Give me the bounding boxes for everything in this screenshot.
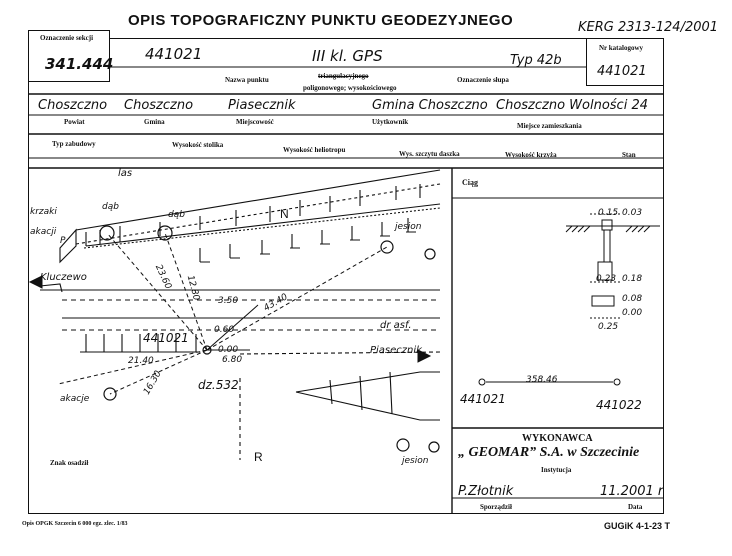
- sporzadzil-label: Sporządził: [480, 503, 512, 511]
- traverse-point-1-label: 441021: [460, 392, 506, 406]
- wysokosc-stolika-label: Wysokość stolika: [172, 141, 224, 149]
- print-note: Opis OPGK Szczecin 6 000 egz. zlec. 1/83: [22, 521, 128, 527]
- marker-pillar: [602, 220, 612, 230]
- dist-0-60: 0.60: [214, 325, 235, 335]
- type-value: Typ 42b: [510, 53, 562, 68]
- ciag-top-dim-2: 0.03: [622, 208, 643, 218]
- ciag-dim-023: 0.23: [596, 274, 617, 284]
- typ-zabudowy-label: Typ zabudowy: [52, 140, 96, 148]
- uzytkownik-value: Gmina Choszczno: [372, 98, 488, 113]
- catalog-value: 441021: [597, 64, 647, 79]
- miejscowosc-label: Miejscowość: [236, 118, 274, 126]
- label-dab-1: dąb: [102, 202, 119, 212]
- stan-label: Stan: [622, 151, 636, 159]
- dist-3-50: 3.50: [218, 296, 239, 306]
- marker-plate: [592, 296, 614, 306]
- label-piasecznik: Piasecznik: [370, 345, 422, 356]
- label-parcel: dz.532: [198, 378, 239, 392]
- label-north: N: [280, 207, 289, 221]
- dist-12-80: 12.80: [184, 274, 202, 302]
- wysokosc-szczytu-label: Wys. szczytu daszka: [399, 150, 460, 158]
- ciag-dim-000: 0.00: [622, 308, 643, 318]
- author-value: P.Złotnik: [458, 484, 514, 499]
- date-value: 11.2001 r: [600, 484, 664, 499]
- instytucja-label: Instytucja: [541, 466, 572, 474]
- gmina-value: Choszczno: [124, 98, 194, 113]
- label-jesion-1: jesion: [395, 222, 422, 232]
- miejsce-value: Choszczno Wolności 24: [496, 98, 648, 113]
- option-polygon: poligonowego; wysokościowego: [303, 84, 397, 92]
- point-name: III kl. GPS: [312, 47, 383, 65]
- label-road-asphalt: dr asf.: [380, 320, 412, 331]
- label-akacje: akacje: [60, 394, 90, 404]
- traverse-point-2-label: 441022: [596, 398, 642, 412]
- label-las: las: [118, 168, 133, 179]
- label-point-number: 441021: [143, 331, 189, 345]
- pillar-label: Oznaczenie słupa: [457, 76, 509, 84]
- miejsce-label: Miejsce zamieszkania: [517, 122, 582, 130]
- wysokosc-heliotropu-label: Wysokość heliotropu: [283, 146, 346, 154]
- ciag-dim-025: 0.25: [598, 322, 619, 332]
- label-r: R: [254, 450, 263, 464]
- ciag-top-dim: 0.15: [598, 208, 619, 218]
- wykonawca-label: WYKONAWCA: [522, 433, 593, 444]
- traverse-point-2: [614, 379, 620, 385]
- ciag-dim-008: 0.08: [622, 294, 643, 304]
- form-code: GUGiK 4-1-23 T: [604, 521, 671, 531]
- contractor-name: „ GEOMAR” S.A. w Szczecinie: [458, 445, 640, 460]
- traverse-point-1: [479, 379, 485, 385]
- data-label: Data: [628, 503, 643, 511]
- dist-6-80: 6.80: [222, 355, 243, 365]
- powiat-label: Powiat: [64, 118, 85, 126]
- powiat-value: Choszczno: [38, 98, 108, 113]
- dist-43-40: 43.40: [262, 292, 290, 314]
- label-krzaki: krzaki: [30, 207, 57, 217]
- label-kluczewo: Kluczewo: [40, 272, 87, 283]
- label-p: P: [60, 236, 66, 246]
- option-triangulation: triangulacyjnego: [318, 72, 369, 80]
- uzytkownik-label: Użytkownik: [372, 118, 409, 126]
- section-label: Oznaczenie sekcji: [40, 34, 94, 42]
- dist-23-60: 23.60: [152, 263, 173, 291]
- dist-21-40: 21.40: [128, 356, 154, 366]
- label-akacji: akacji: [30, 227, 57, 237]
- label-jesion-2: jesion: [402, 456, 429, 466]
- ciag-dim-018: 0.18: [622, 274, 643, 284]
- section-value: 341.444: [45, 55, 114, 73]
- gmina-label: Gmina: [144, 118, 165, 126]
- znak-osadzil-label: Znak osadził: [50, 459, 89, 467]
- catalog-label: Nr katalogowy: [599, 44, 644, 52]
- wysokosc-krzyza-label: Wysokość krzyża: [505, 151, 557, 159]
- form-title: OPIS TOPOGRAFICZNY PUNKTU GEODEZYJNEGO: [128, 12, 514, 29]
- label-dab-2: dąb: [168, 210, 185, 220]
- miejscowosc-value: Piasecznik: [228, 98, 296, 113]
- reference-number: KERG 2313-124/2001: [578, 20, 719, 35]
- ciag-label: Ciąg: [462, 178, 478, 187]
- traverse-distance: 358.46: [526, 375, 558, 385]
- point-name-label: Nazwa punktu: [225, 76, 269, 84]
- dist-16-30: 16.30: [142, 369, 164, 397]
- dist-0-00: 0.00: [218, 345, 239, 355]
- point-number: 441021: [145, 45, 203, 63]
